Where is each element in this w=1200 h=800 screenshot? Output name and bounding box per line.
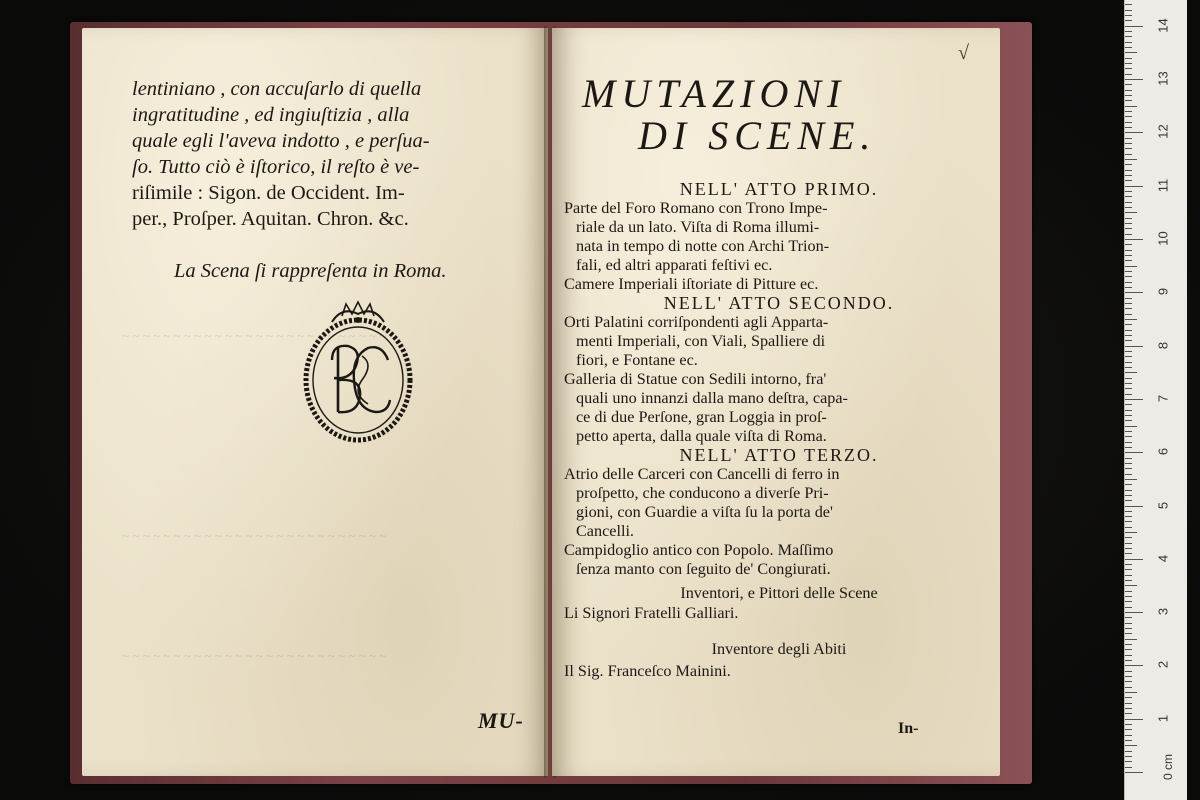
scene-line: Camere Imperiali iſtoriate di Pitture ec.	[564, 275, 819, 293]
ruler-tick	[1125, 74, 1132, 75]
ruler-tick	[1125, 420, 1132, 421]
ruler-tick	[1125, 612, 1143, 613]
ruler-tick	[1125, 170, 1132, 171]
ruler-tick	[1125, 186, 1143, 187]
text-line: per., Proſper. Aquitan. Chron. &c.	[132, 208, 409, 230]
text-line: ſo. Tutto ciò è iſtorico, il reſto è ve-	[132, 156, 420, 178]
ruler-tick	[1125, 628, 1132, 629]
ruler-tick	[1125, 751, 1132, 752]
bleed-through-text: ~ ~ ~ ~ ~ ~ ~ ~ ~ ~ ~ ~ ~ ~ ~ ~ ~ ~ ~ ~ ~ ~ ~ ~ ~ ~	[122, 648, 387, 663]
ruler-tick	[1125, 10, 1132, 11]
ruler-tick	[1125, 559, 1143, 560]
ruler-tick	[1125, 356, 1132, 357]
ruler-tick	[1125, 585, 1137, 586]
ruler-tick	[1125, 745, 1137, 746]
ruler-number: 5	[1155, 501, 1171, 509]
ruler-tick	[1125, 287, 1132, 288]
ruler-tick	[1125, 394, 1132, 395]
ruler-tick	[1125, 180, 1132, 181]
scene-line: ce di due Perſone, gran Loggia in proſ-	[576, 408, 827, 426]
ruler-tick	[1125, 191, 1132, 192]
ruler-tick	[1125, 506, 1143, 507]
ruler-tick	[1125, 740, 1132, 741]
ruler-tick	[1125, 703, 1132, 704]
ruler-tick	[1125, 63, 1132, 64]
ruler-tick	[1125, 708, 1132, 709]
ruler-tick	[1125, 527, 1132, 528]
ruler-tick	[1125, 330, 1132, 331]
ruler-tick	[1125, 111, 1132, 112]
ruler-tick	[1125, 266, 1137, 267]
ruler-tick	[1125, 729, 1132, 730]
scene-line: nata in tempo di notte con Archi Trion-	[576, 237, 830, 255]
credits-costumes	[564, 640, 994, 659]
ruler-tick	[1125, 564, 1132, 565]
ruler-tick	[1125, 154, 1132, 155]
ruler-tick	[1125, 511, 1132, 512]
ruler-tick	[1125, 79, 1143, 80]
ruler-tick	[1125, 580, 1132, 581]
ruler-tick	[1125, 537, 1132, 538]
ruler-tick	[1125, 106, 1137, 107]
library-stamp-emblem	[302, 300, 414, 446]
ruler-tick	[1125, 116, 1132, 117]
ruler-tick	[1125, 532, 1137, 533]
ruler-tick	[1125, 410, 1132, 411]
ruler-tick	[1125, 767, 1132, 768]
ruler-tick	[1125, 228, 1132, 229]
ruler-tick	[1125, 633, 1132, 634]
ruler-tick	[1125, 100, 1132, 101]
scene-line: Galleria di Statue con Sedili intorno, fra'	[564, 370, 827, 388]
ruler-tick	[1125, 383, 1132, 384]
ruler-tick	[1125, 324, 1132, 325]
ruler-number: 3	[1155, 607, 1171, 616]
ruler-tick	[1125, 452, 1143, 453]
ruler-tick	[1125, 495, 1132, 496]
ruler-number: 12	[1155, 124, 1171, 140]
scene-line: petto aperta, dalla quale viſta di Roma.	[576, 427, 827, 445]
ruler-tick	[1125, 31, 1132, 32]
ruler-tick	[1125, 367, 1132, 368]
ruler-tick	[1125, 436, 1132, 437]
scene-line: fiori, e Fontane ec.	[576, 351, 698, 369]
ruler-tick	[1125, 687, 1132, 688]
ruler-tick	[1125, 671, 1132, 672]
ruler-tick	[1125, 521, 1132, 522]
ruler-tick	[1125, 47, 1132, 48]
ruler-tick	[1125, 58, 1132, 59]
ruler-tick	[1125, 474, 1132, 475]
signature-mark: MU-	[478, 708, 524, 733]
ruler-tick	[1125, 202, 1132, 203]
ruler-number: 6	[1155, 448, 1171, 456]
ruler-tick	[1125, 724, 1132, 725]
argomento-text	[132, 76, 532, 232]
ruler-tick	[1125, 271, 1132, 272]
ruler-tick	[1125, 196, 1132, 197]
ruler-tick	[1125, 84, 1132, 85]
ruler-tick	[1125, 250, 1132, 251]
ruler-number: 2	[1155, 661, 1171, 669]
credit-name: Li Signori Fratelli Galliari.	[564, 604, 739, 622]
ruler-tick	[1125, 655, 1132, 656]
ruler-tick	[1125, 500, 1132, 501]
ruler-tick	[1125, 132, 1143, 133]
ruler-tick	[1125, 308, 1132, 309]
ruler-tick	[1125, 591, 1132, 592]
ruler-tick	[1125, 207, 1132, 208]
scene-line: menti Imperiali, con Viali, Spalliere di	[576, 332, 826, 350]
text-line: ingratitudine , ed ingiuſtizia , alla	[132, 104, 410, 126]
ruler-tick	[1125, 26, 1143, 27]
ruler-tick	[1125, 127, 1132, 128]
credit-name: Il Sig. Franceſco Mainini.	[564, 662, 731, 680]
text-line: riſimile : Sigon. de Occident. Im-	[132, 182, 405, 204]
ruler-tick	[1125, 234, 1132, 235]
ruler-tick	[1125, 282, 1132, 283]
credit-title: Inventori, e Pittori delle Scene	[680, 584, 878, 602]
ruler-tick	[1125, 623, 1132, 624]
scene-line: ſenza manto con ſeguito de' Congiurati.	[576, 560, 831, 578]
ruler-tick	[1125, 772, 1143, 773]
ruler-tick	[1125, 681, 1132, 682]
ruler-tick	[1125, 516, 1132, 517]
ruler-tick	[1125, 426, 1137, 427]
catchword: In-	[898, 720, 919, 737]
ruler-tick	[1125, 665, 1143, 666]
ruler-tick	[1125, 463, 1132, 464]
left-page	[82, 28, 548, 776]
ruler-tick	[1125, 346, 1143, 347]
ruler-tick	[1125, 644, 1132, 645]
ruler-number: 14	[1155, 18, 1171, 33]
scene-line: gioni, con Guardie a viſta ſu la porta de'	[576, 503, 833, 521]
credits-costumes-name	[564, 662, 994, 681]
ruler-tick	[1125, 15, 1132, 16]
measurement-ruler	[1124, 0, 1187, 800]
scene-line: fali, ed altri apparati feſtivi ec.	[576, 256, 773, 274]
ruler-tick	[1125, 553, 1132, 554]
ruler-tick	[1125, 761, 1132, 762]
credit-title: Inventore degli Abiti	[711, 640, 847, 658]
ruler-number: 4	[1155, 554, 1171, 562]
ruler-tick	[1125, 319, 1137, 320]
bleed-through-text: ~ ~ ~ ~ ~ ~ ~ ~ ~ ~ ~ ~ ~ ~ ~ ~ ~ ~ ~ ~ ~ ~ ~ ~ ~ ~	[122, 528, 387, 543]
text-line: lentiniano , con accuſarlo di quella	[132, 78, 422, 100]
ruler-tick	[1125, 575, 1132, 576]
ruler-tick	[1125, 138, 1132, 139]
ruler-tick	[1125, 4, 1132, 5]
ruler-tick	[1125, 255, 1132, 256]
ruler-tick	[1125, 292, 1143, 293]
ruler-tick	[1125, 484, 1132, 485]
ruler-tick	[1125, 415, 1132, 416]
ruler-number: 9	[1155, 288, 1171, 296]
ruler-number: 11	[1155, 178, 1171, 192]
ruler-tick	[1125, 676, 1132, 677]
ruler-tick	[1125, 42, 1132, 43]
ruler-tick	[1125, 713, 1132, 714]
act-heading: NELL' ATTO PRIMO.	[679, 179, 879, 199]
ruler-tick	[1125, 159, 1137, 160]
credits-scenery-names	[564, 604, 994, 623]
scene-line: Campidoglio antico con Popolo. Maſſimo	[564, 541, 834, 559]
ruler-tick	[1125, 458, 1132, 459]
ruler-tick	[1125, 543, 1132, 544]
ruler-number: 1	[1155, 714, 1171, 722]
scene-line: riale da un lato. Viſta di Roma illumi-	[576, 218, 820, 236]
ruler-tick	[1125, 148, 1132, 149]
ruler-tick	[1125, 362, 1132, 363]
ruler-tick	[1125, 122, 1132, 123]
ruler-tick	[1125, 601, 1132, 602]
ruler-tick	[1125, 399, 1143, 400]
ruler-tick	[1125, 442, 1132, 443]
ruler-tick	[1125, 260, 1132, 261]
ruler-tick	[1125, 276, 1132, 277]
ruler-tick	[1125, 244, 1132, 245]
ruler-tick	[1125, 175, 1132, 176]
ruler-tick	[1125, 447, 1132, 448]
scene-line: Orti Palatini corriſpondenti agli Apparta-	[564, 313, 829, 331]
ruler-tick	[1125, 596, 1132, 597]
ruler-tick	[1125, 351, 1132, 352]
scena-line: La Scena ſi rappreſenta in Roma.	[174, 260, 447, 282]
ruler-tick	[1125, 692, 1137, 693]
ruler-tick	[1125, 68, 1132, 69]
ruler-number: 13	[1155, 71, 1171, 86]
credits-scenery	[564, 584, 994, 603]
scene-line: Parte del Foro Romano con Trono Impe-	[564, 199, 828, 217]
ruler-tick	[1125, 649, 1132, 650]
ruler-tick	[1125, 756, 1132, 757]
ruler-tick	[1125, 660, 1132, 661]
ruler-tick	[1125, 431, 1132, 432]
ruler-number: 8	[1155, 341, 1171, 349]
text-line: quale egli l'aveva indotto , e perſua-	[132, 130, 430, 152]
ruler-tick	[1125, 218, 1132, 219]
scene-line: proſpetto, che conducono a diverſe Pri-	[576, 484, 829, 502]
ruler-tick	[1125, 223, 1132, 224]
ruler-tick	[1125, 548, 1132, 549]
ruler-tick	[1125, 735, 1132, 736]
ruler-tick	[1125, 388, 1132, 389]
scene-list	[564, 180, 994, 579]
ruler-tick	[1125, 479, 1137, 480]
ruler-tick	[1125, 719, 1143, 720]
ruler-tick	[1125, 298, 1132, 299]
ruler-tick	[1125, 52, 1137, 53]
ruler-tick	[1125, 95, 1132, 96]
ruler-number: 7	[1155, 394, 1171, 403]
ruler-tick	[1125, 303, 1132, 304]
scene-line: Atrio delle Carceri con Cancelli di ferro in	[564, 465, 840, 483]
page-subtitle: DI SCENE.	[638, 113, 877, 158]
ruler-tick	[1125, 340, 1132, 341]
scene-line: quali uno innanzi dalla mano deſtra, capa-	[576, 389, 848, 407]
ruler-unit-label: 0 cm	[1161, 753, 1176, 781]
ruler-tick	[1125, 239, 1143, 240]
ruler-tick	[1125, 617, 1132, 618]
scene-line: Cancelli.	[576, 522, 634, 540]
ruler-tick	[1125, 697, 1132, 698]
ruler-tick	[1125, 490, 1132, 491]
ruler-tick	[1125, 569, 1132, 570]
ruler-tick	[1125, 404, 1132, 405]
ruler-tick	[1125, 378, 1132, 379]
act-heading: NELL' ATTO TERZO.	[679, 445, 879, 465]
ruler-tick	[1125, 314, 1132, 315]
ruler-tick	[1125, 212, 1137, 213]
ruler-number: 10	[1155, 231, 1171, 246]
page-title: MUTAZIONI	[582, 71, 847, 116]
ruler-tick	[1125, 164, 1132, 165]
ruler-tick	[1125, 372, 1137, 373]
ruler-tick	[1125, 607, 1132, 608]
ruler-tick	[1125, 20, 1132, 21]
check-mark: √	[958, 42, 969, 64]
act-heading: NELL' ATTO SECONDO.	[663, 293, 895, 313]
ruler-tick	[1125, 335, 1132, 336]
ruler-tick	[1125, 143, 1132, 144]
ruler-tick	[1125, 90, 1132, 91]
ruler-tick	[1125, 639, 1137, 640]
ruler-tick	[1125, 36, 1132, 37]
right-page	[552, 28, 1000, 776]
ruler-tick	[1125, 468, 1132, 469]
bleed-through-text: ~ ~ ~ ~ ~ ~ ~ ~ ~ ~ ~ ~ ~ ~ ~ ~ ~ ~ ~ ~ ~ ~ ~ ~ ~ ~	[122, 328, 387, 343]
